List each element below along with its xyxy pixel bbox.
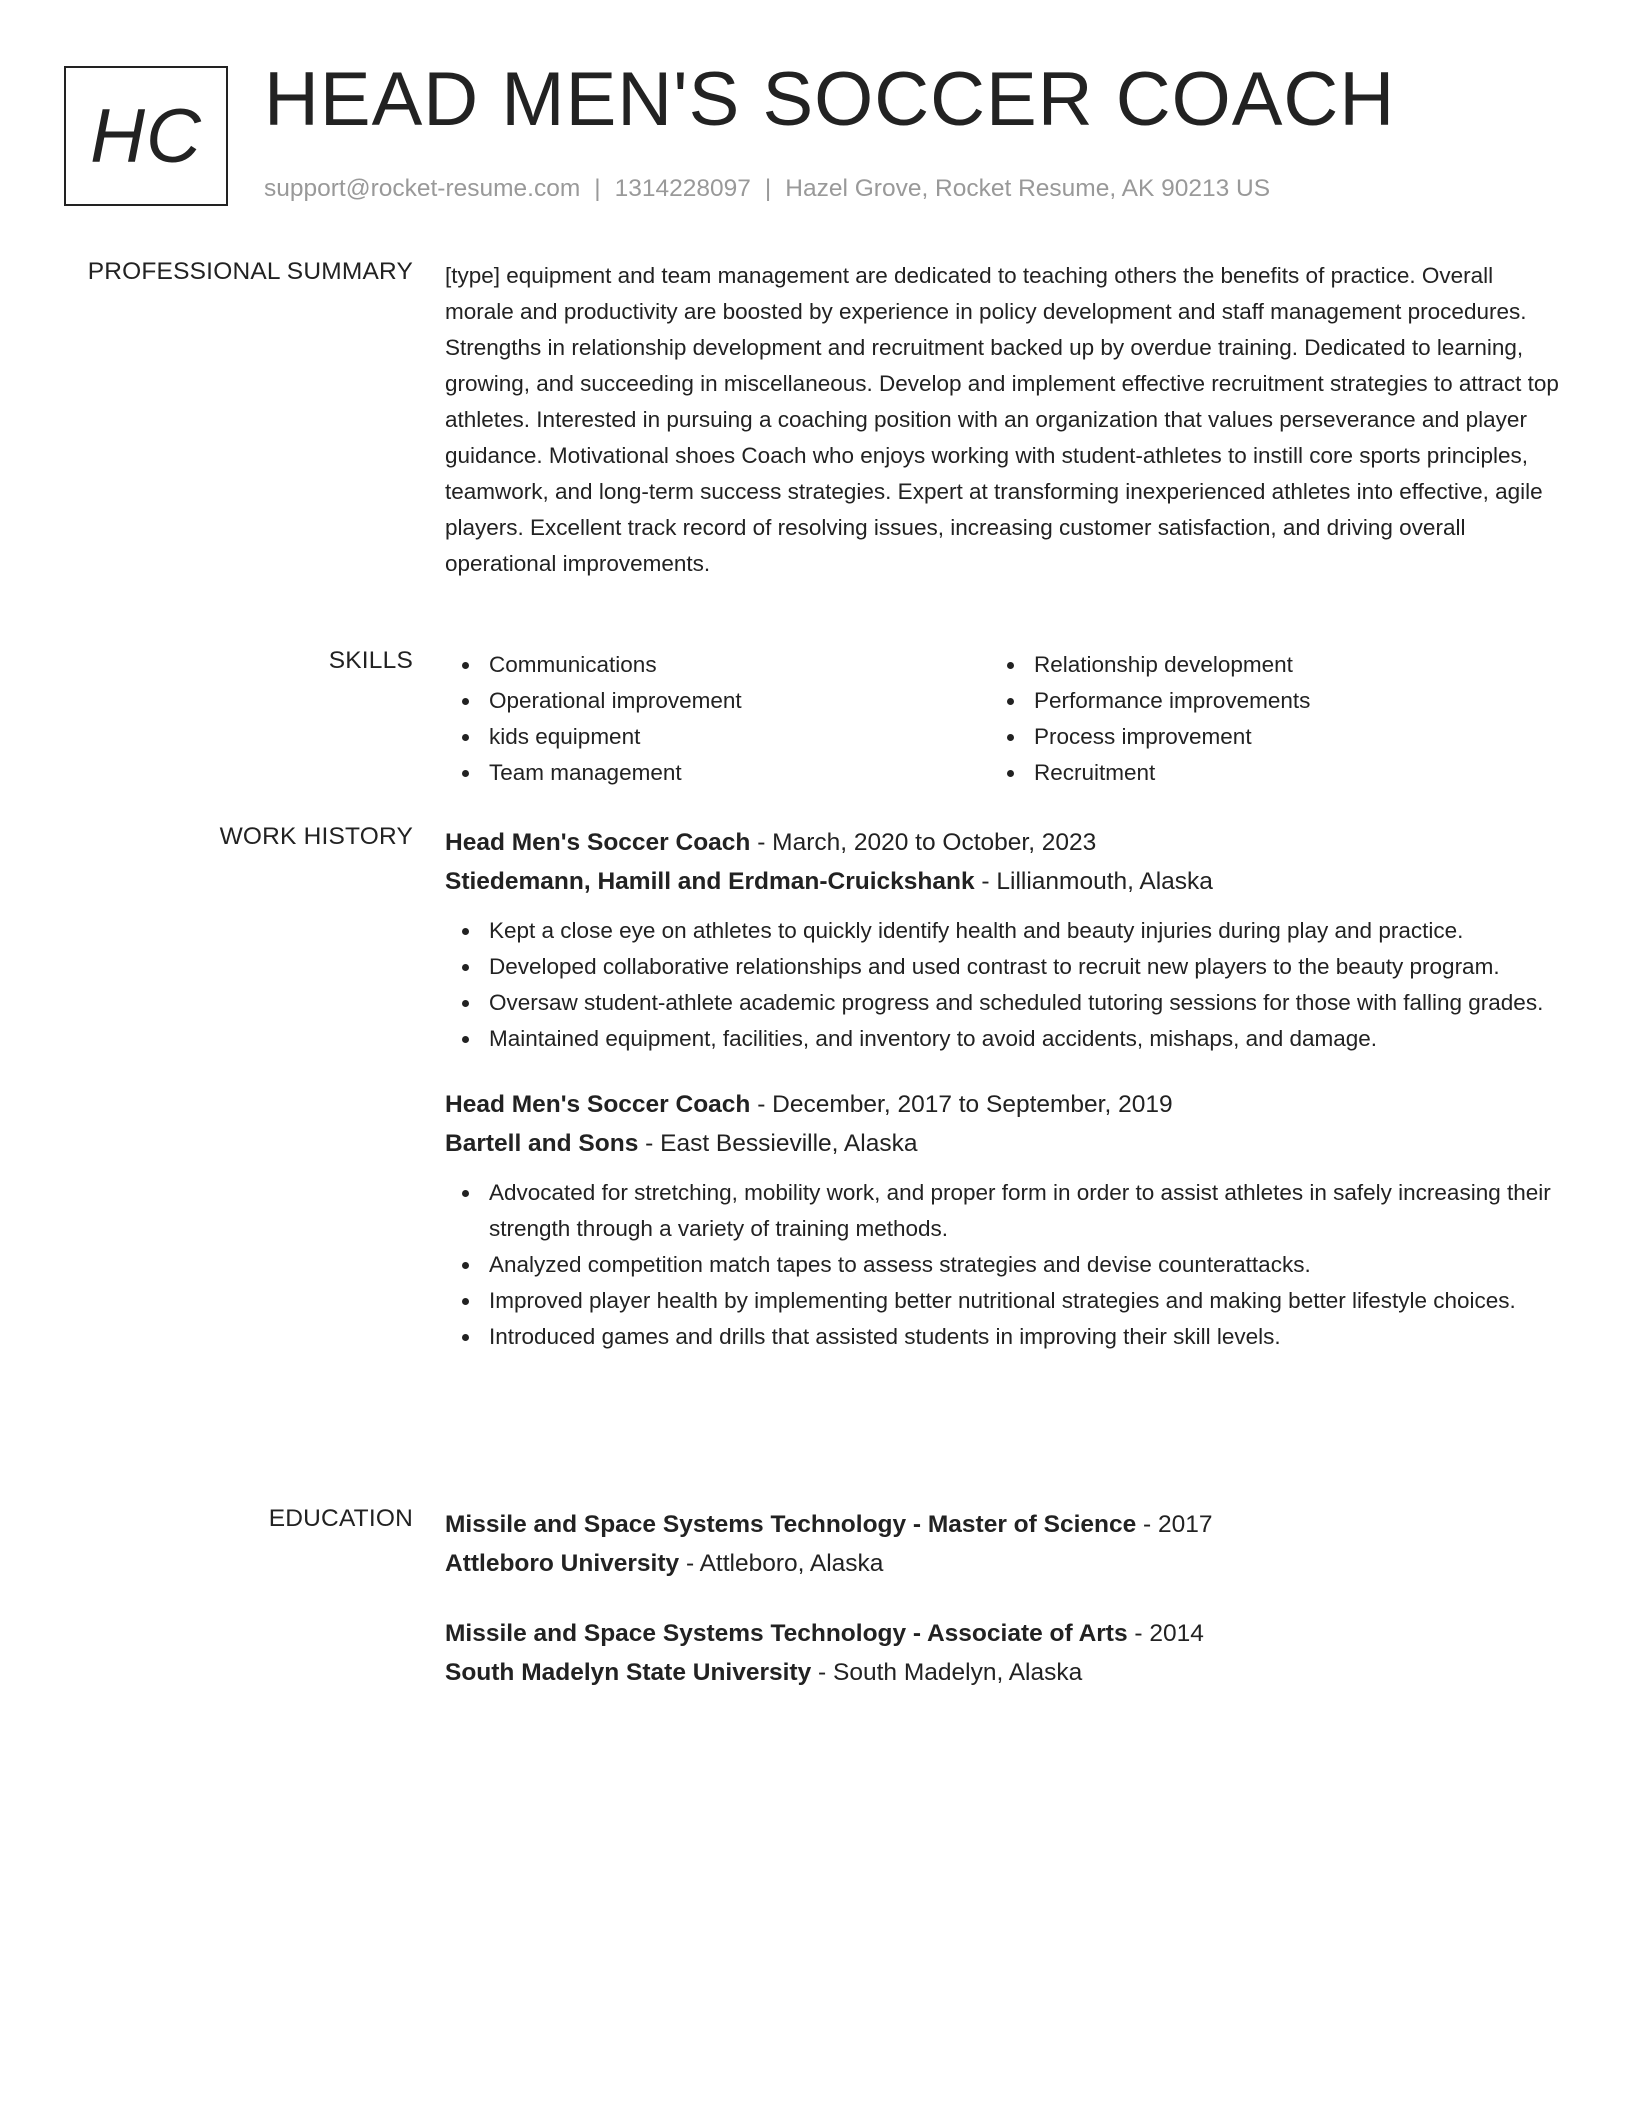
education-body (445, 1505, 1565, 1692)
education-degree: Missile and Space Systems Technology - Master of Science (445, 1511, 1137, 1538)
contact-separator: | (594, 175, 601, 202)
list-item: Performance improvements (990, 683, 1550, 719)
list-item: Kept a close eye on athletes to quickly identify health and beauty injuries during play and practice. (445, 913, 1565, 949)
job-entry (445, 1085, 1565, 1355)
job-company: Bartell and Sons (445, 1130, 639, 1157)
list-item: kids equipment (445, 719, 965, 755)
monogram-logo: HC (64, 66, 228, 206)
list-item: Communications (445, 647, 965, 683)
contact-phone: 1314228097 (614, 175, 751, 202)
list-item: Analyzed competition match tapes to assess strategies and devise counterattacks. (445, 1247, 1565, 1283)
education-year: - 2017 (1136, 1511, 1213, 1538)
job-location: - East Bessieville, Alaska (638, 1130, 918, 1157)
skills-list-left (445, 647, 965, 791)
summary-body (445, 258, 1565, 582)
education-entry (445, 1614, 1565, 1692)
education-school: Attleboro University (445, 1550, 680, 1577)
job-dates: - March, 2020 to October, 2023 (750, 829, 1097, 856)
job-title: Head Men's Soccer Coach (445, 1091, 751, 1118)
skills-list-right (990, 647, 1550, 791)
list-item: Process improvement (990, 719, 1550, 755)
list-item: Introduced games and drills that assisted students in improving their skill levels. (445, 1319, 1565, 1355)
page-title: HEAD MEN'S SOCCER COACH (264, 57, 1396, 142)
education-entry (445, 1505, 1565, 1583)
job-company: Stiedemann, Hamill and Erdman-Cruickshank (445, 868, 975, 895)
contact-separator: | (764, 175, 772, 202)
job-bullets (445, 913, 1565, 1057)
education-school: South Madelyn State University (445, 1659, 812, 1686)
contact-email: support@rocket-resume.com (264, 175, 581, 202)
job-title-line (445, 823, 1565, 862)
list-item: Advocated for stretching, mobility work, and proper form in order to assist athletes in safely increasing their strength through a variety of training methods. (445, 1175, 1565, 1247)
education-location: - South Madelyn, Alaska (811, 1659, 1083, 1686)
contact-line (264, 175, 1270, 203)
section-heading: SKILLS (328, 647, 413, 674)
job-company-line (445, 1124, 1565, 1163)
contact-address: Hazel Grove, Rocket Resume, AK 90213 US (785, 175, 1271, 202)
list-item: Recruitment (990, 755, 1550, 791)
education-degree-line (445, 1614, 1565, 1653)
summary-text: [type] equipment and team management are dedicated to teaching others the benefits of practice. Overall morale and productivity are boosted by experience in policy development and staff management procedures. Strengths in relationship development and recruitment backed up by overdue training. Dedicated to learning, growing, and succeeding in miscellaneous. Develop and implement effective recruitment strategies to attract top athletes. Interested in pursuing a coaching position with an organization that values perseverance and player guidance. Motivational shoes Coach who enjoys working with student-athletes to instill core sports principles, teamwork, and long-term success strategies. Expert at transforming inexperienced athletes into effective, agile players. Excellent track record of resolving issues, increasing customer satisfaction, and driving overall operational improvements. (445, 263, 1559, 576)
work-history-body (445, 823, 1565, 1355)
list-item: Team management (445, 755, 965, 791)
education-school-line (445, 1544, 1565, 1583)
list-item: Oversaw student-athlete academic progress and scheduled tutoring sessions for those with falling grades. (445, 985, 1565, 1021)
list-item: Maintained equipment, facilities, and inventory to avoid accidents, mishaps, and damage. (445, 1021, 1565, 1057)
job-entry (445, 823, 1565, 1057)
job-title: Head Men's Soccer Coach (445, 829, 751, 856)
job-title-line (445, 1085, 1565, 1124)
education-location: - Attleboro, Alaska (679, 1550, 884, 1577)
job-company-line (445, 862, 1565, 901)
section-heading: WORK HISTORY (219, 823, 413, 850)
list-item: Developed collaborative relationships and used contrast to recruit new players to the beauty program. (445, 949, 1565, 985)
education-school-line (445, 1653, 1565, 1692)
job-location: - Lillianmouth, Alaska (974, 868, 1213, 895)
education-degree: Missile and Space Systems Technology - Associate of Arts (445, 1620, 1128, 1647)
list-item: Operational improvement (445, 683, 965, 719)
section-heading: EDUCATION (268, 1505, 413, 1532)
section-heading: PROFESSIONAL SUMMARY (87, 258, 413, 285)
job-dates: - December, 2017 to September, 2019 (750, 1091, 1173, 1118)
list-item: Improved player health by implementing better nutritional strategies and making better lifestyle choices. (445, 1283, 1565, 1319)
job-bullets (445, 1175, 1565, 1355)
education-year: - 2014 (1127, 1620, 1204, 1647)
education-degree-line (445, 1505, 1565, 1544)
list-item: Relationship development (990, 647, 1550, 683)
